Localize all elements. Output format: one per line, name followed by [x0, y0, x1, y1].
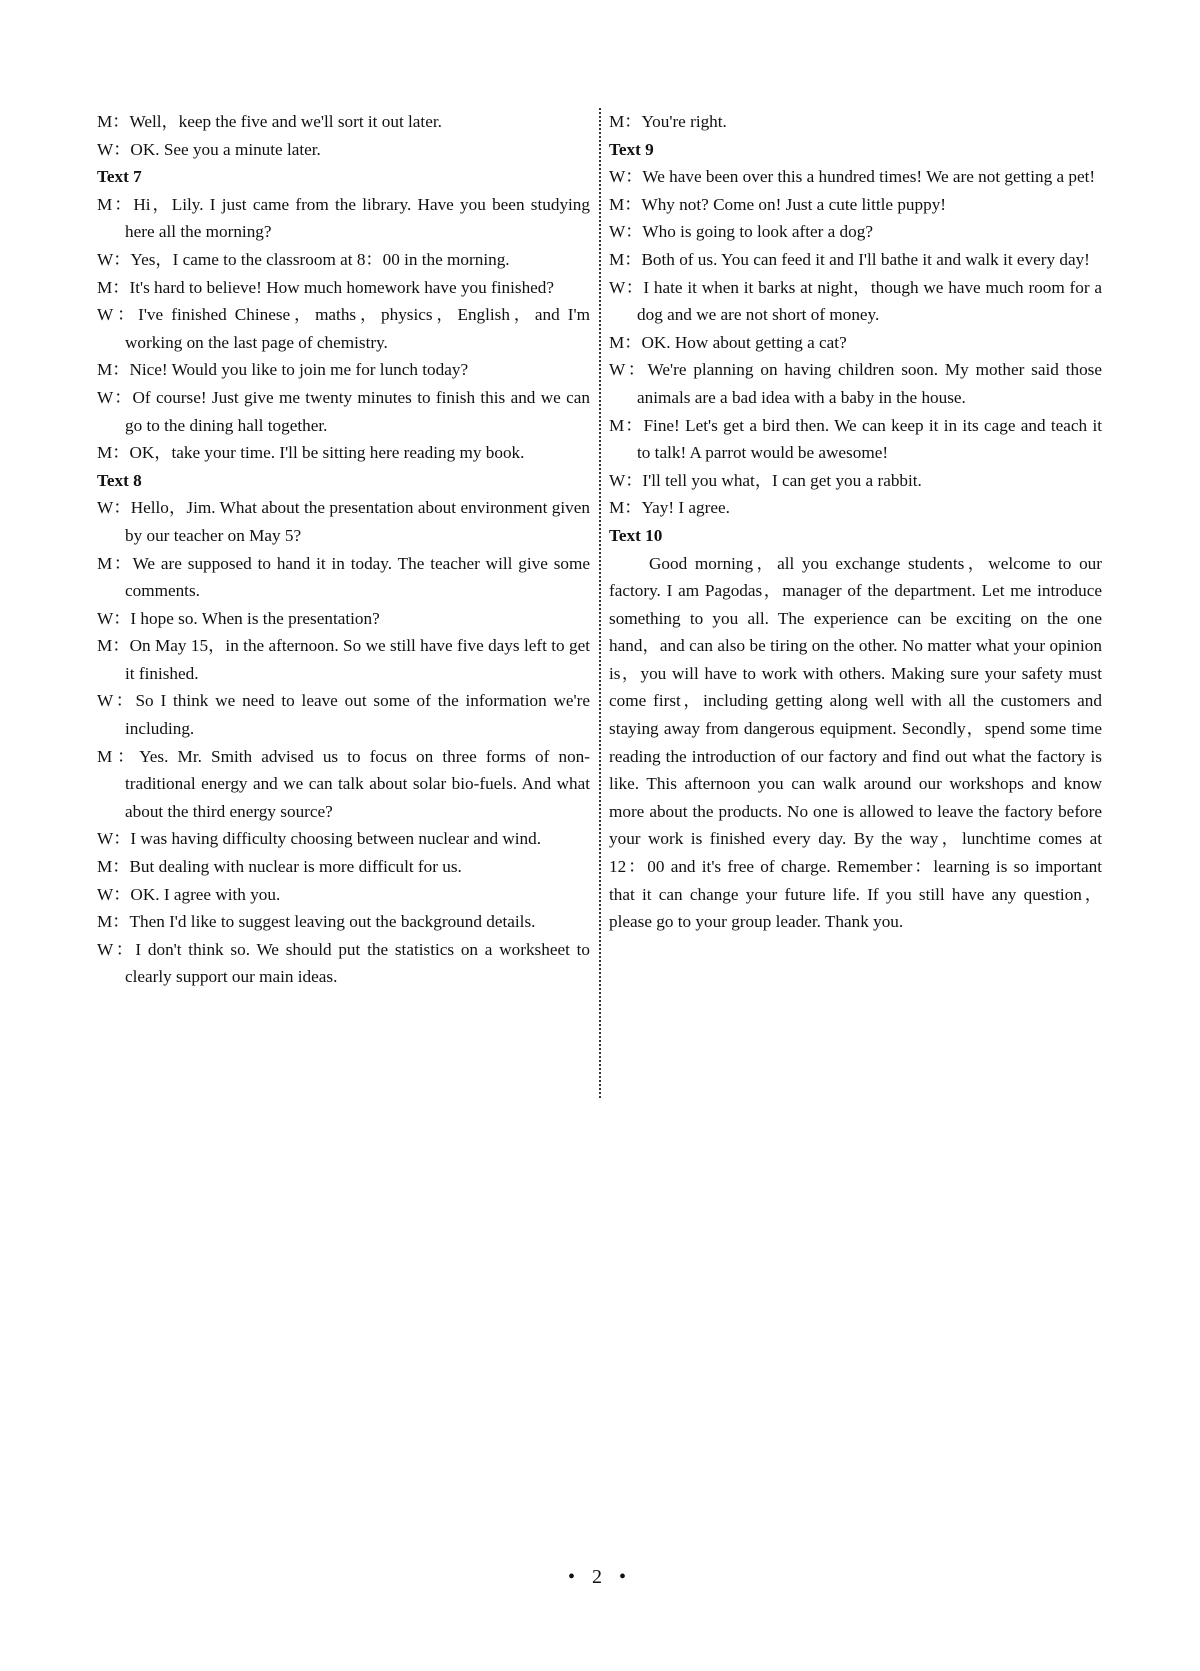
section-heading: Text 8	[97, 470, 142, 490]
dialogue-line: M：Both of us. You can feed it and I'll bathe it and walk it every day!	[609, 249, 1090, 269]
dialogue-line: M：OK. How about getting a cat?	[609, 332, 847, 352]
dialogue-line: W：Yes，I came to the classroom at 8：00 in the morning.	[97, 249, 510, 269]
dialogue-line: W：Of course! Just give me twenty minutes to finish this and we can go to the dining hall together.	[97, 387, 590, 435]
dialogue-line: W：OK. I agree with you.	[97, 884, 281, 904]
dialogue-line: W：Who is going to look after a dog?	[609, 222, 873, 242]
left-column	[97, 108, 590, 991]
dialogue-line: W：We're planning on having children soon. My mother said those animals are a bad idea with a baby in the house.	[609, 360, 1102, 407]
dialogue-line: M：On May 15，in the afternoon. So we still have five days left to get it finished.	[97, 636, 590, 683]
dialogue-line: M：Why not? Come on! Just a cute little puppy!	[609, 194, 947, 214]
dialogue-line: M：Yay! I agree.	[609, 498, 730, 518]
section-heading: Text 9	[609, 139, 654, 159]
dialogue-line: W：Hello，Jim. What about the presentation about environment given by our teacher on May 5?	[97, 498, 590, 545]
dialogue-line: M：Then I'd like to suggest leaving out the background details.	[97, 912, 536, 932]
dialogue-line: W：I've finished Chinese，maths，physics，English，and I'm working on the last page of chemistry.	[97, 305, 590, 352]
dialogue-line: M：Well，keep the five and we'll sort it out later.	[97, 112, 442, 131]
dialogue-line: M：Fine! Let's get a bird then. We can keep it in its cage and teach it to talk! A parrot would be awesome!	[609, 415, 1102, 463]
section-heading: Text 7	[97, 167, 142, 187]
dialogue-line: W：I'll tell you what，I can get you a rabbit.	[609, 470, 922, 490]
dialogue-line: M：OK，take your time. I'll be sitting here reading my book.	[97, 443, 525, 463]
dialogue-line: W：I was having difficulty choosing between nuclear and wind.	[97, 829, 542, 849]
dialogue-line: M：It's hard to believe! How much homework have you finished?	[97, 277, 555, 297]
dialogue-line: W：I hate it when it barks at night，though we have much room for a dog and we are not short of money.	[609, 277, 1102, 325]
dialogue-line: M：You're right.	[609, 112, 727, 131]
dialogue-line: M：Yes. Mr. Smith advised us to focus on three forms of non-traditional energy and we can talk about solar bio-fuels. And what about the third energy source?	[97, 746, 590, 821]
section-heading: Text 10	[609, 525, 663, 545]
dialogue-line: W：I hope so. When is the presentation?	[97, 608, 380, 628]
dialogue-line: W：OK. See you a minute later.	[97, 139, 321, 159]
column-divider	[599, 108, 601, 1098]
right-column	[609, 108, 1102, 936]
page-number: • 2 •	[567, 1566, 632, 1588]
monologue-paragraph: Good morning，all you exchange students，welcome to our factory. I am Pagodas，manager of the department. Let me introduce something to you all. The experience can be exciting on the one hand，and can also be tiring on the other. No matter what your opinion is，you will have to work with others. Making sure your safety must come first，including getting along well with all the customers and staying away from dangerous equipment. Secondly，spend some time reading the introduction of our factory and find out what the factory is like. This afternoon you can walk around our workshops and know more about the products. No one is allowed to leave the factory before your work is finished every day. By the way，lunchtime comes at 12：00 and it's free of charge. Remember：learning is so important that it can change your future life. If you still have any question，please go to your group leader. Thank you.	[609, 553, 1102, 932]
dialogue-line: W：So I think we need to leave out some of the information we're including.	[97, 691, 590, 739]
dialogue-line: W：I don't think so. We should put the statistics on a worksheet to clearly support our main ideas.	[97, 939, 590, 987]
dialogue-line: M：But dealing with nuclear is more difficult for us.	[97, 857, 462, 877]
dialogue-line: W：We have been over this a hundred times! We are not getting a pet!	[609, 167, 1096, 187]
dialogue-line: M：We are supposed to hand it in today. The teacher will give some comments.	[97, 553, 590, 601]
dialogue-line: M：Nice! Would you like to join me for lunch today?	[97, 360, 469, 380]
dialogue-line: M：Hi，Lily. I just came from the library. Have you been studying here all the morning?	[97, 194, 590, 242]
